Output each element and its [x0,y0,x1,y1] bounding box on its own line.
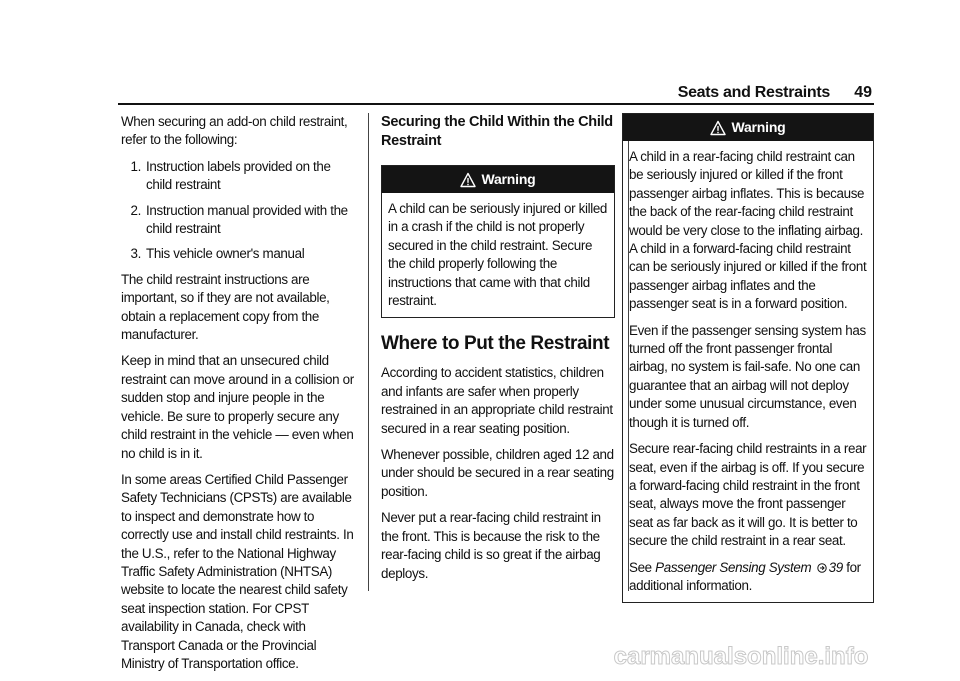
body-paragraph: In some areas Certified Child Passenger Safety Technicians (CPSTs) are available to inspect and demonstrate how to correctly use and install child restraints. In the U.S., refer to the National Highway Traffic Safety Administration (NHTSA) website to locate the nearest child safety seat inspection station. For CPST availability in Canada, check with Transport Canada or the Provincial Ministry of Transportation office. [121,471,354,671]
watermark-text: carmanualsonline.info [613,644,869,668]
body-paragraph: According to accident statistics, children and infants are safer when properly restrained in an appropriate child restraint secured in a rear seating position. [381,365,613,436]
see-suffix: for additional information. [629,559,861,593]
list-item [121,245,357,263]
watermark [546,644,936,668]
page-reference-arrow-icon [817,560,827,570]
list-text: Instruction labels provided on the child restraint [146,158,331,193]
body-paragraph: Never put a rear-facing child restraint in the front. This is because the risk to the rear-facing child is so great if the airbag deploys. [381,510,601,581]
intro-paragraph: When securing an add-on child restraint, refer to the following: [121,114,348,148]
warning-label: Warning [481,171,536,188]
body-paragraph: Whenever possible, children aged 12 and under should be secured in a rear seating position. [381,447,614,499]
warning-box [381,165,615,318]
page-number: 49 [854,84,872,101]
warning-box [622,113,874,603]
list-number: 1. [130,158,141,174]
warning-triangle-icon [460,172,476,188]
column-divider-1 [368,113,369,591]
warning-paragraph: A child in a rear-facing child restraint can be seriously injured or killed if the front passenger airbag inflates. This is because the back of the rear-facing child restraint would be very close to the inflating airbag. A child in a forward-facing child restraint can be seriously injured or killed if the front passenger airbag inflates and the passenger seat is in a forward position. [629,149,867,312]
section-title: Seats and Restraints [677,84,830,101]
warning-body [623,141,873,602]
body-paragraph: Keep in mind that an unsecured child restraint can move around in a collision or sudden stop and injure people in the vehicle. Be sure to properly secure any child restraint in the vehicle — even when no child is in it. [121,353,354,461]
warning-label: Warning [731,119,786,136]
warning-triangle-icon [710,120,726,136]
see-prefix: See [629,559,652,575]
see-reference [629,559,867,596]
subheading: Securing the Child Within the Child Restraint [381,114,613,149]
list-item [121,202,357,239]
warning-header [623,114,873,141]
column-1 [121,113,357,681]
list-number: 3. [130,246,141,262]
section-heading: Where to Put the Restraint [381,333,610,355]
xref-page[interactable]: 39 [828,559,843,575]
xref-link[interactable]: Passenger Sensing System [655,559,812,575]
warning-text: A child can be seriously injured or killed in a crash if the child is not properly secured in the child restraint. Secure the child properly following the instructions that came with that child restraint. [388,201,608,309]
warning-paragraph: Secure rear-facing child restraints in a rear seat, even if the airbag is off. If you secure a forward-facing child restraint in the front seat, always move the front passenger seat as far back as it will go. It is better to secure the child restraint in a rear seat. [629,441,867,549]
column-3 [622,113,874,611]
header-rule [118,103,874,105]
warning-body [382,193,614,317]
column-2 [381,113,615,591]
list-text: Instruction manual provided with the child restraint [146,202,348,237]
list-text: This vehicle owner's manual [146,246,305,262]
body-paragraph: The child restraint instructions are important, so if they are not available, obtain a replacement copy from the manufacturer. [121,271,330,343]
list-item [121,158,357,195]
list-number: 2. [130,202,141,218]
warning-paragraph: Even if the passenger sensing system has turned off the front passenger frontal airbag, no system is fail-safe. No one can guarantee that an airbag will not deploy under some unusual circumstance, even though it is turned off. [629,322,866,430]
warning-header [382,166,614,193]
